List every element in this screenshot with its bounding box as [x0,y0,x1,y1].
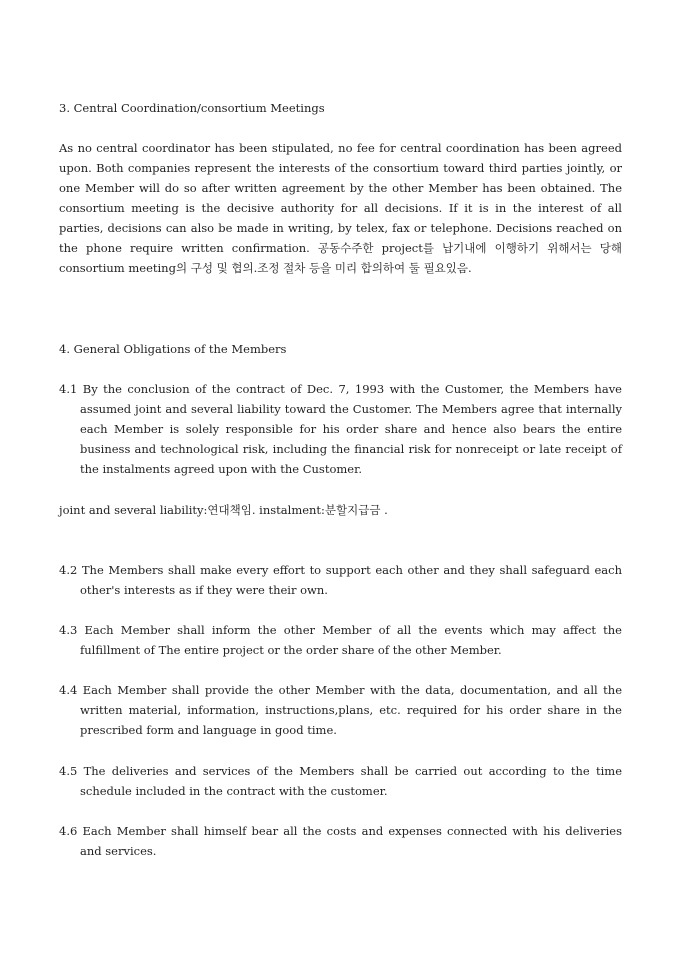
section-3-heading: 3. Central Coordination/consortium Meetings [59,101,325,115]
glossary-note: joint and several liability:연대책임. instalment:분할지급금 . [59,503,388,517]
clause-4-6: 4.6 Each Member shall himself bear all the costs and expenses connected with his deliveries and services. [59,824,622,858]
section-3-body: As no central coordinator has been stipulated, no fee for central coordination has been agreed upon. Both companies represent the interests of the consortium toward third parties jointly, or one Member will do so after written agreement by the other Member has been obtained. The consortium meeting is the decisive authority for all decisions. If it is in the interest of all parties, decisions can also be made in writing, by telex, fax or telephone. Decisions reached on the phone require written confirmation. 공동수주한 project를 납기내에 이행하기 위해서는 당해 consortium meeting의 구성 및 협의.조정 절차 등을 미리 합의하여 둘 필요있음. [59,141,622,275]
clause-4-2: 4.2 The Members shall make every effort to support each other and they shall safeguard each other's interests as if they were their own. [59,563,622,597]
section-4-heading: 4. General Obligations of the Members [59,342,287,356]
clause-4-5: 4.5 The deliveries and services of the Members shall be carried out according to the time schedule included in the contract with the customer. [59,764,622,798]
clause-4-3: 4.3 Each Member shall inform the other Member of all the events which may affect the fulfillment of The entire project or the order share of the other Member. [59,623,622,657]
clause-4-1: 4.1 By the conclusion of the contract of Dec. 7, 1993 with the Customer, the Members have assumed joint and several liability toward the Customer. The Members agree that internally each Member is solely responsible for his order share and hence also bears the entire business and technological risk, including the financial risk for nonreceipt or late receipt of the instalments agreed upon with the Customer. [59,382,622,476]
clause-4-4: 4.4 Each Member shall provide the other Member with the data, documentation, and all the written material, information, instructions,plans, etc. required for his order share in the prescribed form and language in good time. [59,683,622,737]
